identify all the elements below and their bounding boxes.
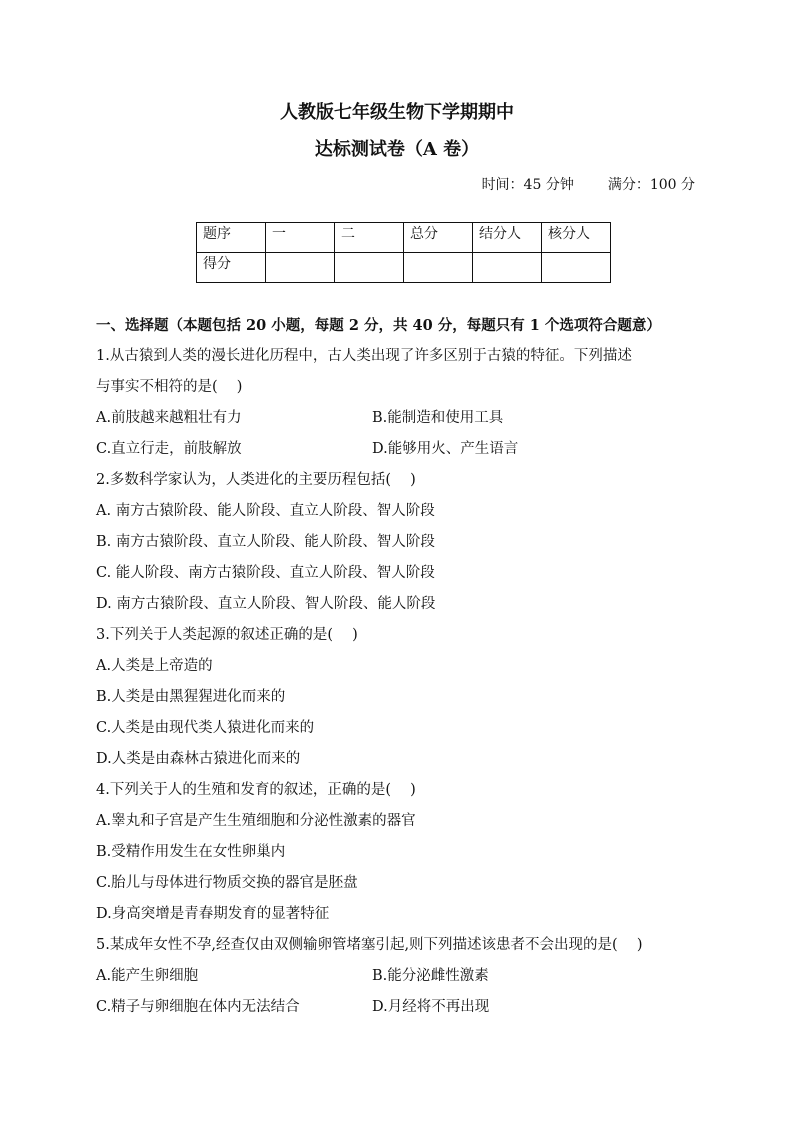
option: C. 能人阶段、南方古猿阶段、直立人阶段、智人阶段 [96, 565, 435, 581]
question-stem: 与事实不相符的是( ) [96, 379, 243, 395]
option: D.人类是由森林古猿进化而来的 [96, 751, 301, 767]
option: B. 南方古猿阶段、直立人阶段、能人阶段、智人阶段 [96, 534, 435, 550]
option: C.精子与卵细胞在体内无法结合 [96, 999, 300, 1015]
option: D.能够用火、产生语言 [372, 441, 519, 457]
option: D. 南方古猿阶段、直立人阶段、智人阶段、能人阶段 [96, 596, 436, 612]
question-stem: 5.某成年女性不孕,经查仅由双侧输卵管堵塞引起,则下列描述该患者不会出现的是( ) [96, 937, 643, 953]
option: C.人类是由现代类人猿进化而来的 [96, 720, 315, 736]
table-cell: 得分 [197, 253, 266, 283]
score-cell [542, 253, 611, 283]
option: B.能制造和使用工具 [372, 410, 504, 426]
exam-time: 时间：45 分钟 [481, 177, 574, 193]
option: B.受精作用发生在女性卵巢内 [96, 844, 286, 860]
question-section [96, 310, 706, 1023]
table-cell: 总分 [404, 223, 473, 253]
score-cell [404, 253, 473, 283]
option: C.胎儿与母体进行物质交换的器官是胚盘 [96, 875, 358, 891]
option-row [96, 961, 706, 992]
table-cell: 题序 [197, 223, 266, 253]
option: C.直立行走，前肢解放 [96, 441, 242, 457]
option-row [96, 403, 706, 434]
table-cell: 结分人 [473, 223, 542, 253]
full-score: 满分：100 分 [607, 177, 695, 193]
question-stem: 1.从古猿到人类的漫长进化历程中，古人类出现了许多区别于古猿的特征。下列描述 [96, 348, 632, 364]
score-cell [335, 253, 404, 283]
option: A.睾丸和子宫是产生生殖细胞和分泌性激素的器官 [96, 813, 416, 829]
section-heading: 一、选择题（本题包括 20 小题，每题 2 分，共 40 分，每题只有 1 个选项符合题意） [96, 317, 661, 334]
document-title: 人教版七年级生物下学期期中 [280, 102, 514, 123]
option: D.月经将不再出现 [372, 999, 490, 1015]
table-row [197, 223, 611, 253]
table-cell: 核分人 [542, 223, 611, 253]
question-stem: 4.下列关于人的生殖和发育的叙述，正确的是( ) [96, 782, 416, 798]
exam-meta [448, 174, 695, 194]
score-cell [266, 253, 335, 283]
option: A. 南方古猿阶段、能人阶段、直立人阶段、智人阶段 [96, 503, 435, 519]
table-cell: 一 [266, 223, 335, 253]
option-row [96, 992, 706, 1023]
option-row [96, 434, 706, 465]
option: D.身高突增是青春期发育的显著特征 [96, 906, 330, 922]
option: A.能产生卵细胞 [96, 968, 199, 984]
score-table [196, 222, 611, 283]
option: A.前肢越来越粗壮有力 [96, 410, 242, 426]
table-cell: 二 [335, 223, 404, 253]
question-stem: 2.多数科学家认为，人类进化的主要历程包括( ) [96, 472, 416, 488]
option: B.能分泌雌性激素 [372, 968, 489, 984]
table-row [197, 253, 611, 283]
question-stem: 3.下列关于人类起源的叙述正确的是( ) [96, 627, 358, 643]
document-subtitle: 达标测试卷（A 卷） [314, 139, 480, 160]
score-cell [473, 253, 542, 283]
option: A.人类是上帝造的 [96, 658, 213, 674]
option: B.人类是由黑猩猩进化而来的 [96, 689, 286, 705]
